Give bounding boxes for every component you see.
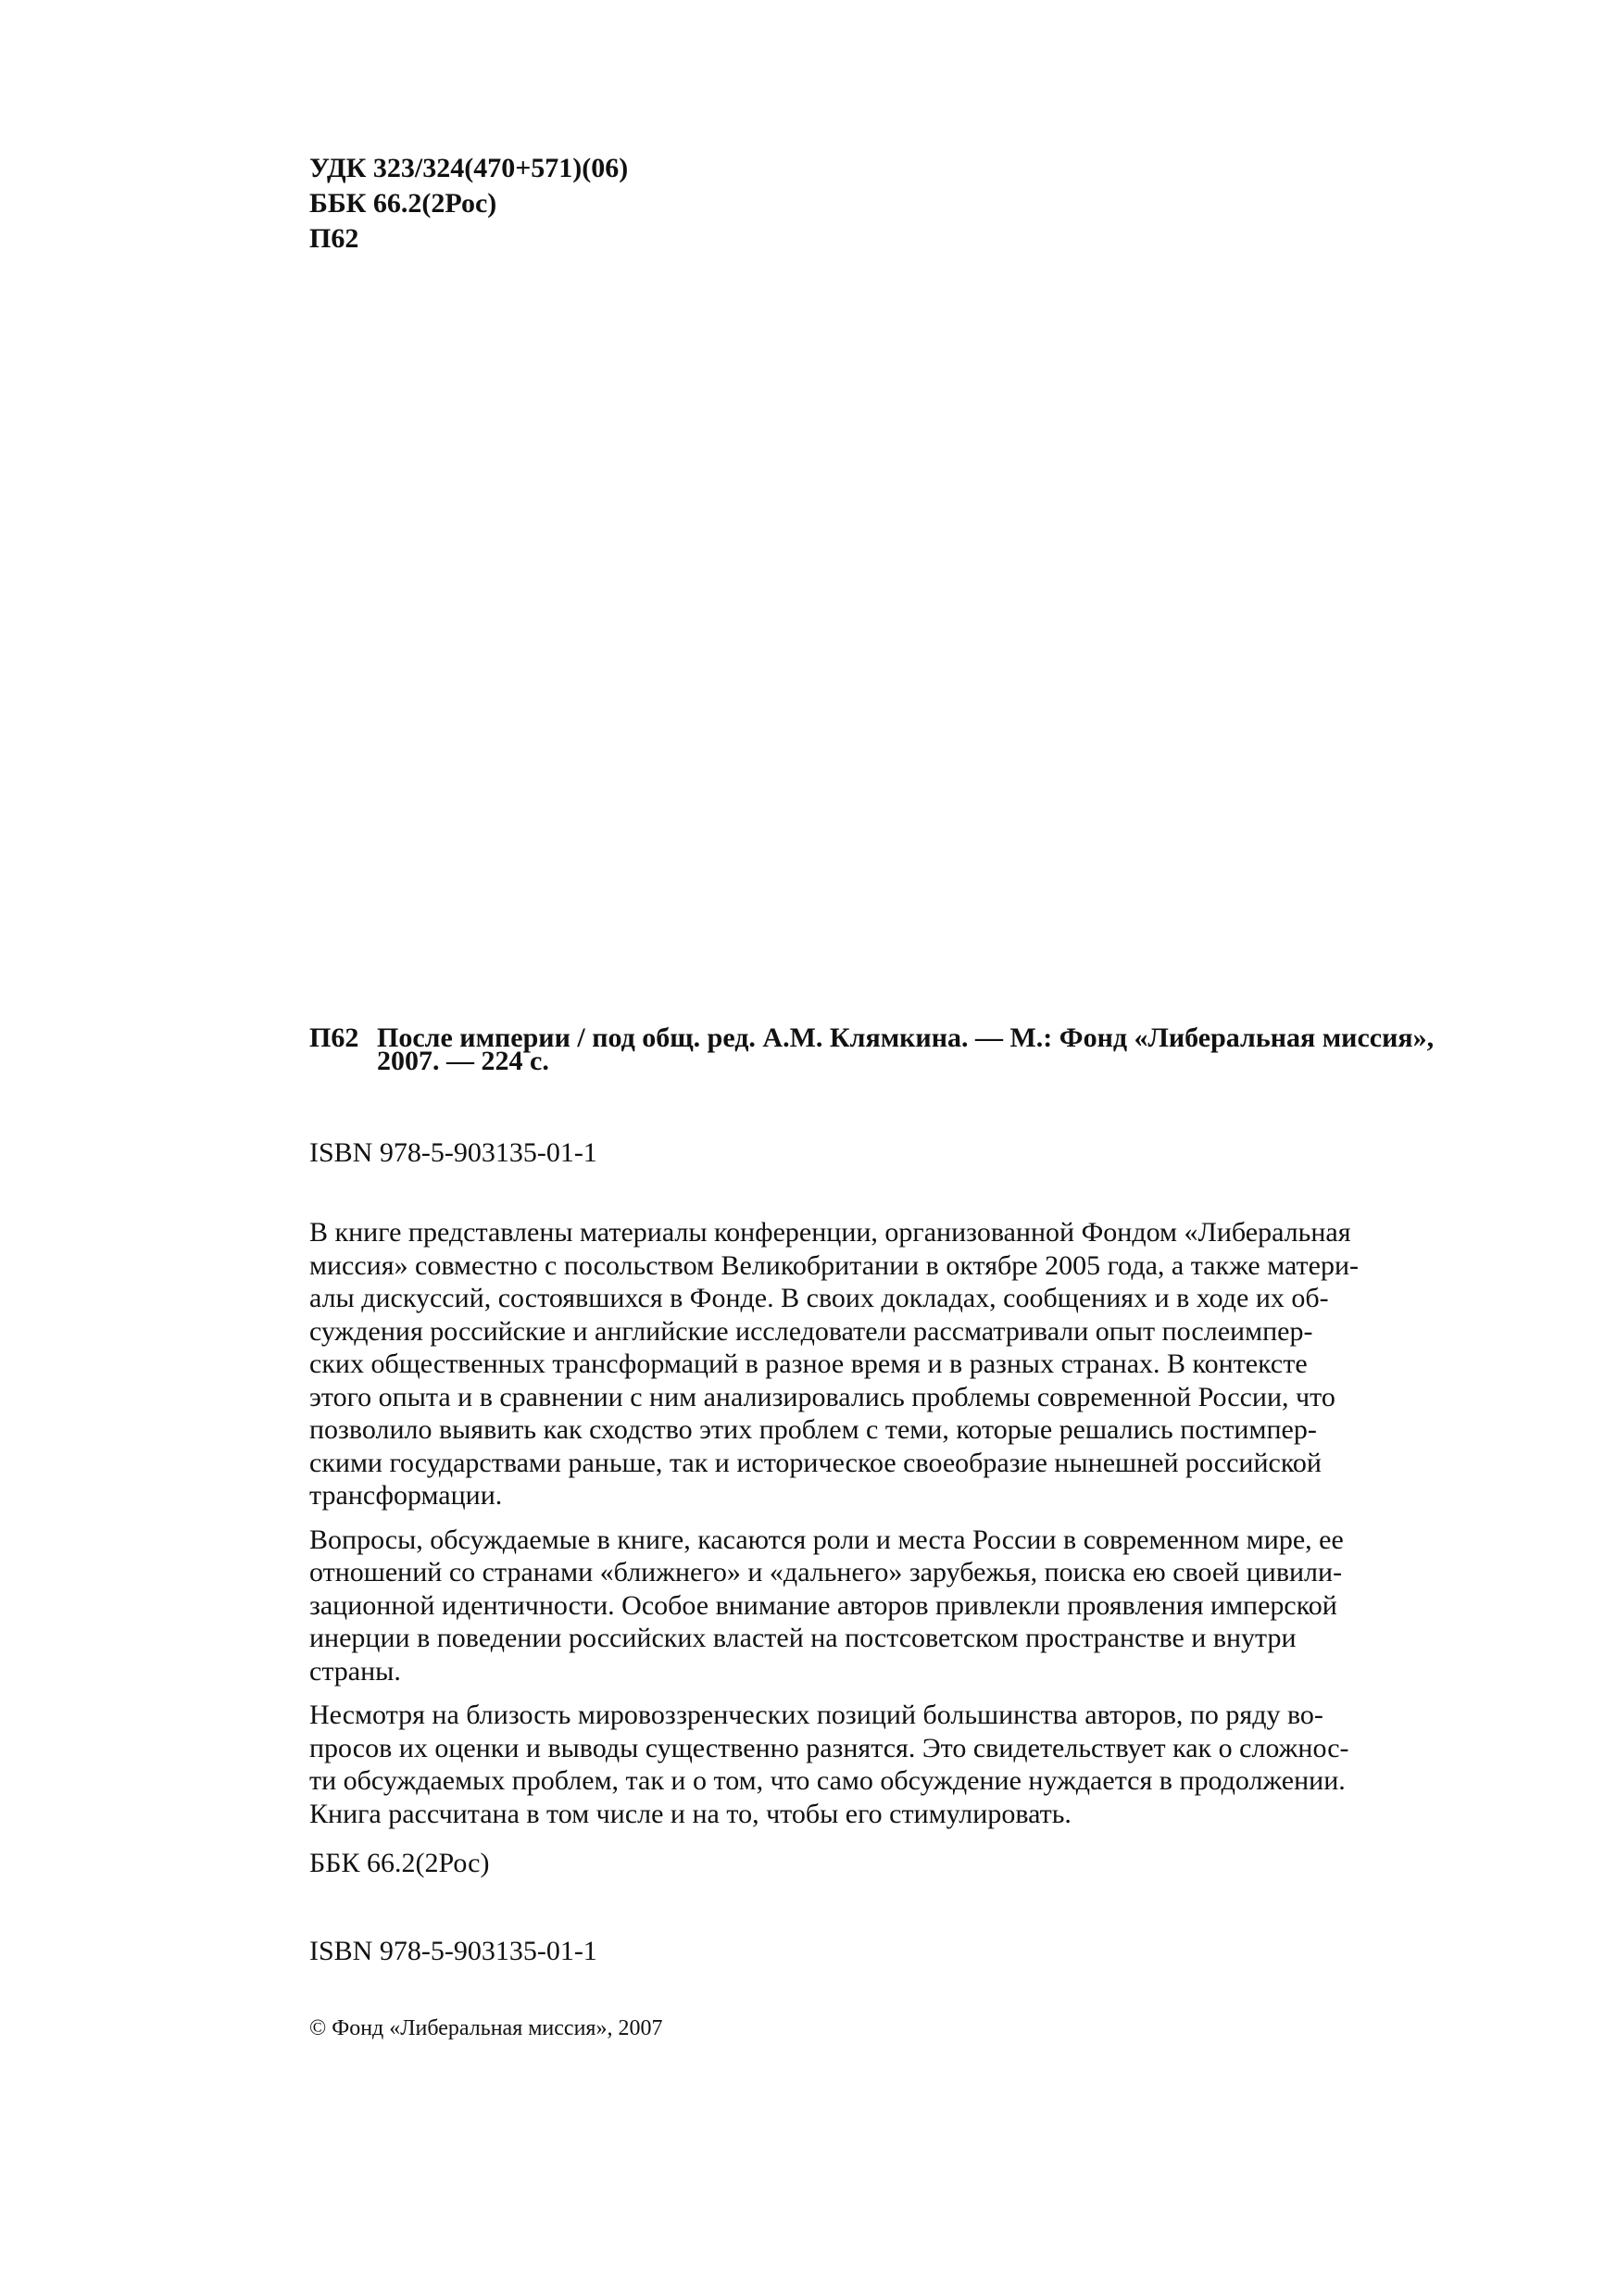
abstract-line: Вопросы, обсуждаемые в книге, касаются роли и места России в современном мире, ее — [309, 1524, 1344, 1555]
bibliographic-line-1: После империи / под общ. ред. А.М. Клямкина. — М.: Фонд «Либеральная миссия», — [377, 1023, 1435, 1053]
isbn-bottom: ISBN 978-5-903135-01-1 — [309, 1936, 597, 1966]
abstract-line: В книге представлены материалы конференции, организованной Фондом «Либеральная — [309, 1217, 1351, 1248]
copyright-notice: © Фонд «Либеральная миссия», 2007 — [309, 2016, 663, 2040]
abstract — [309, 1216, 1458, 1841]
bibliographic-code: П62 — [309, 1023, 359, 1053]
abstract-paragraph-2 — [309, 1524, 1458, 1688]
abstract-line: трансформации. — [309, 1480, 503, 1511]
bibliographic-line-2: 2007. — 224 с. — [377, 1046, 549, 1076]
abstract-line: инерции в поведении российских властей на постсоветском пространстве и внутри — [309, 1623, 1297, 1653]
abstract-line: этого опыта и в сравнении с ним анализировались проблемы современной России, что — [309, 1381, 1335, 1412]
abstract-paragraph-3 — [309, 1699, 1458, 1830]
abstract-line: позволило выявить как сходство этих проблем с теми, которые решались постимпер- — [309, 1414, 1317, 1445]
abstract-line: Книга рассчитана в том числе и на то, чтобы его стимулировать. — [309, 1798, 1072, 1829]
abstract-line: просов их оценки и выводы существенно разнятся. Это свидетельствует как о сложнос- — [309, 1732, 1349, 1763]
abstract-line: суждения российские и английские исследователи рассматривали опыт послеимпер- — [309, 1315, 1313, 1347]
abstract-line: ских общественных трансформаций в разное время и в разных странах. В контексте — [309, 1349, 1308, 1379]
isbn-top: ISBN 978-5-903135-01-1 — [309, 1137, 597, 1168]
abstract-line: миссия» совместно с посольством Великобритании в октябре 2005 года, а также матери- — [309, 1249, 1360, 1281]
udk-code: УДК 323/324(470+571)(06) — [309, 153, 629, 183]
bbk-bottom: ББК 66.2(2Рос) — [309, 1848, 490, 1878]
abstract-line: страны. — [309, 1655, 401, 1687]
bbk-code: ББК 66.2(2Рос) — [309, 188, 497, 219]
classification-block — [309, 151, 628, 257]
abstract-line: ти обсуждаемых проблем, так и о том, что само обсуждение нуждается в продолжении. — [309, 1765, 1346, 1796]
author-mark: П62 — [309, 223, 359, 254]
abstract-line: отношений со странами «ближнего» и «дальнего» зарубежья, поиска ею своей цивили- — [309, 1557, 1343, 1587]
abstract-line: Несмотря на близость мировоззренческих позиций большинства авторов, по ряду во- — [309, 1700, 1323, 1730]
abstract-paragraph-1 — [309, 1216, 1458, 1512]
abstract-line: скими государствами раньше, так и историческое своеобразие нынешней российской — [309, 1447, 1322, 1478]
abstract-line: зационной идентичности. Особое внимание авторов привлекли проявления имперской — [309, 1589, 1337, 1621]
abstract-line: алы дискуссий, состоявшихся в Фонде. В своих докладах, сообщениях и в ходе их об- — [309, 1283, 1329, 1313]
